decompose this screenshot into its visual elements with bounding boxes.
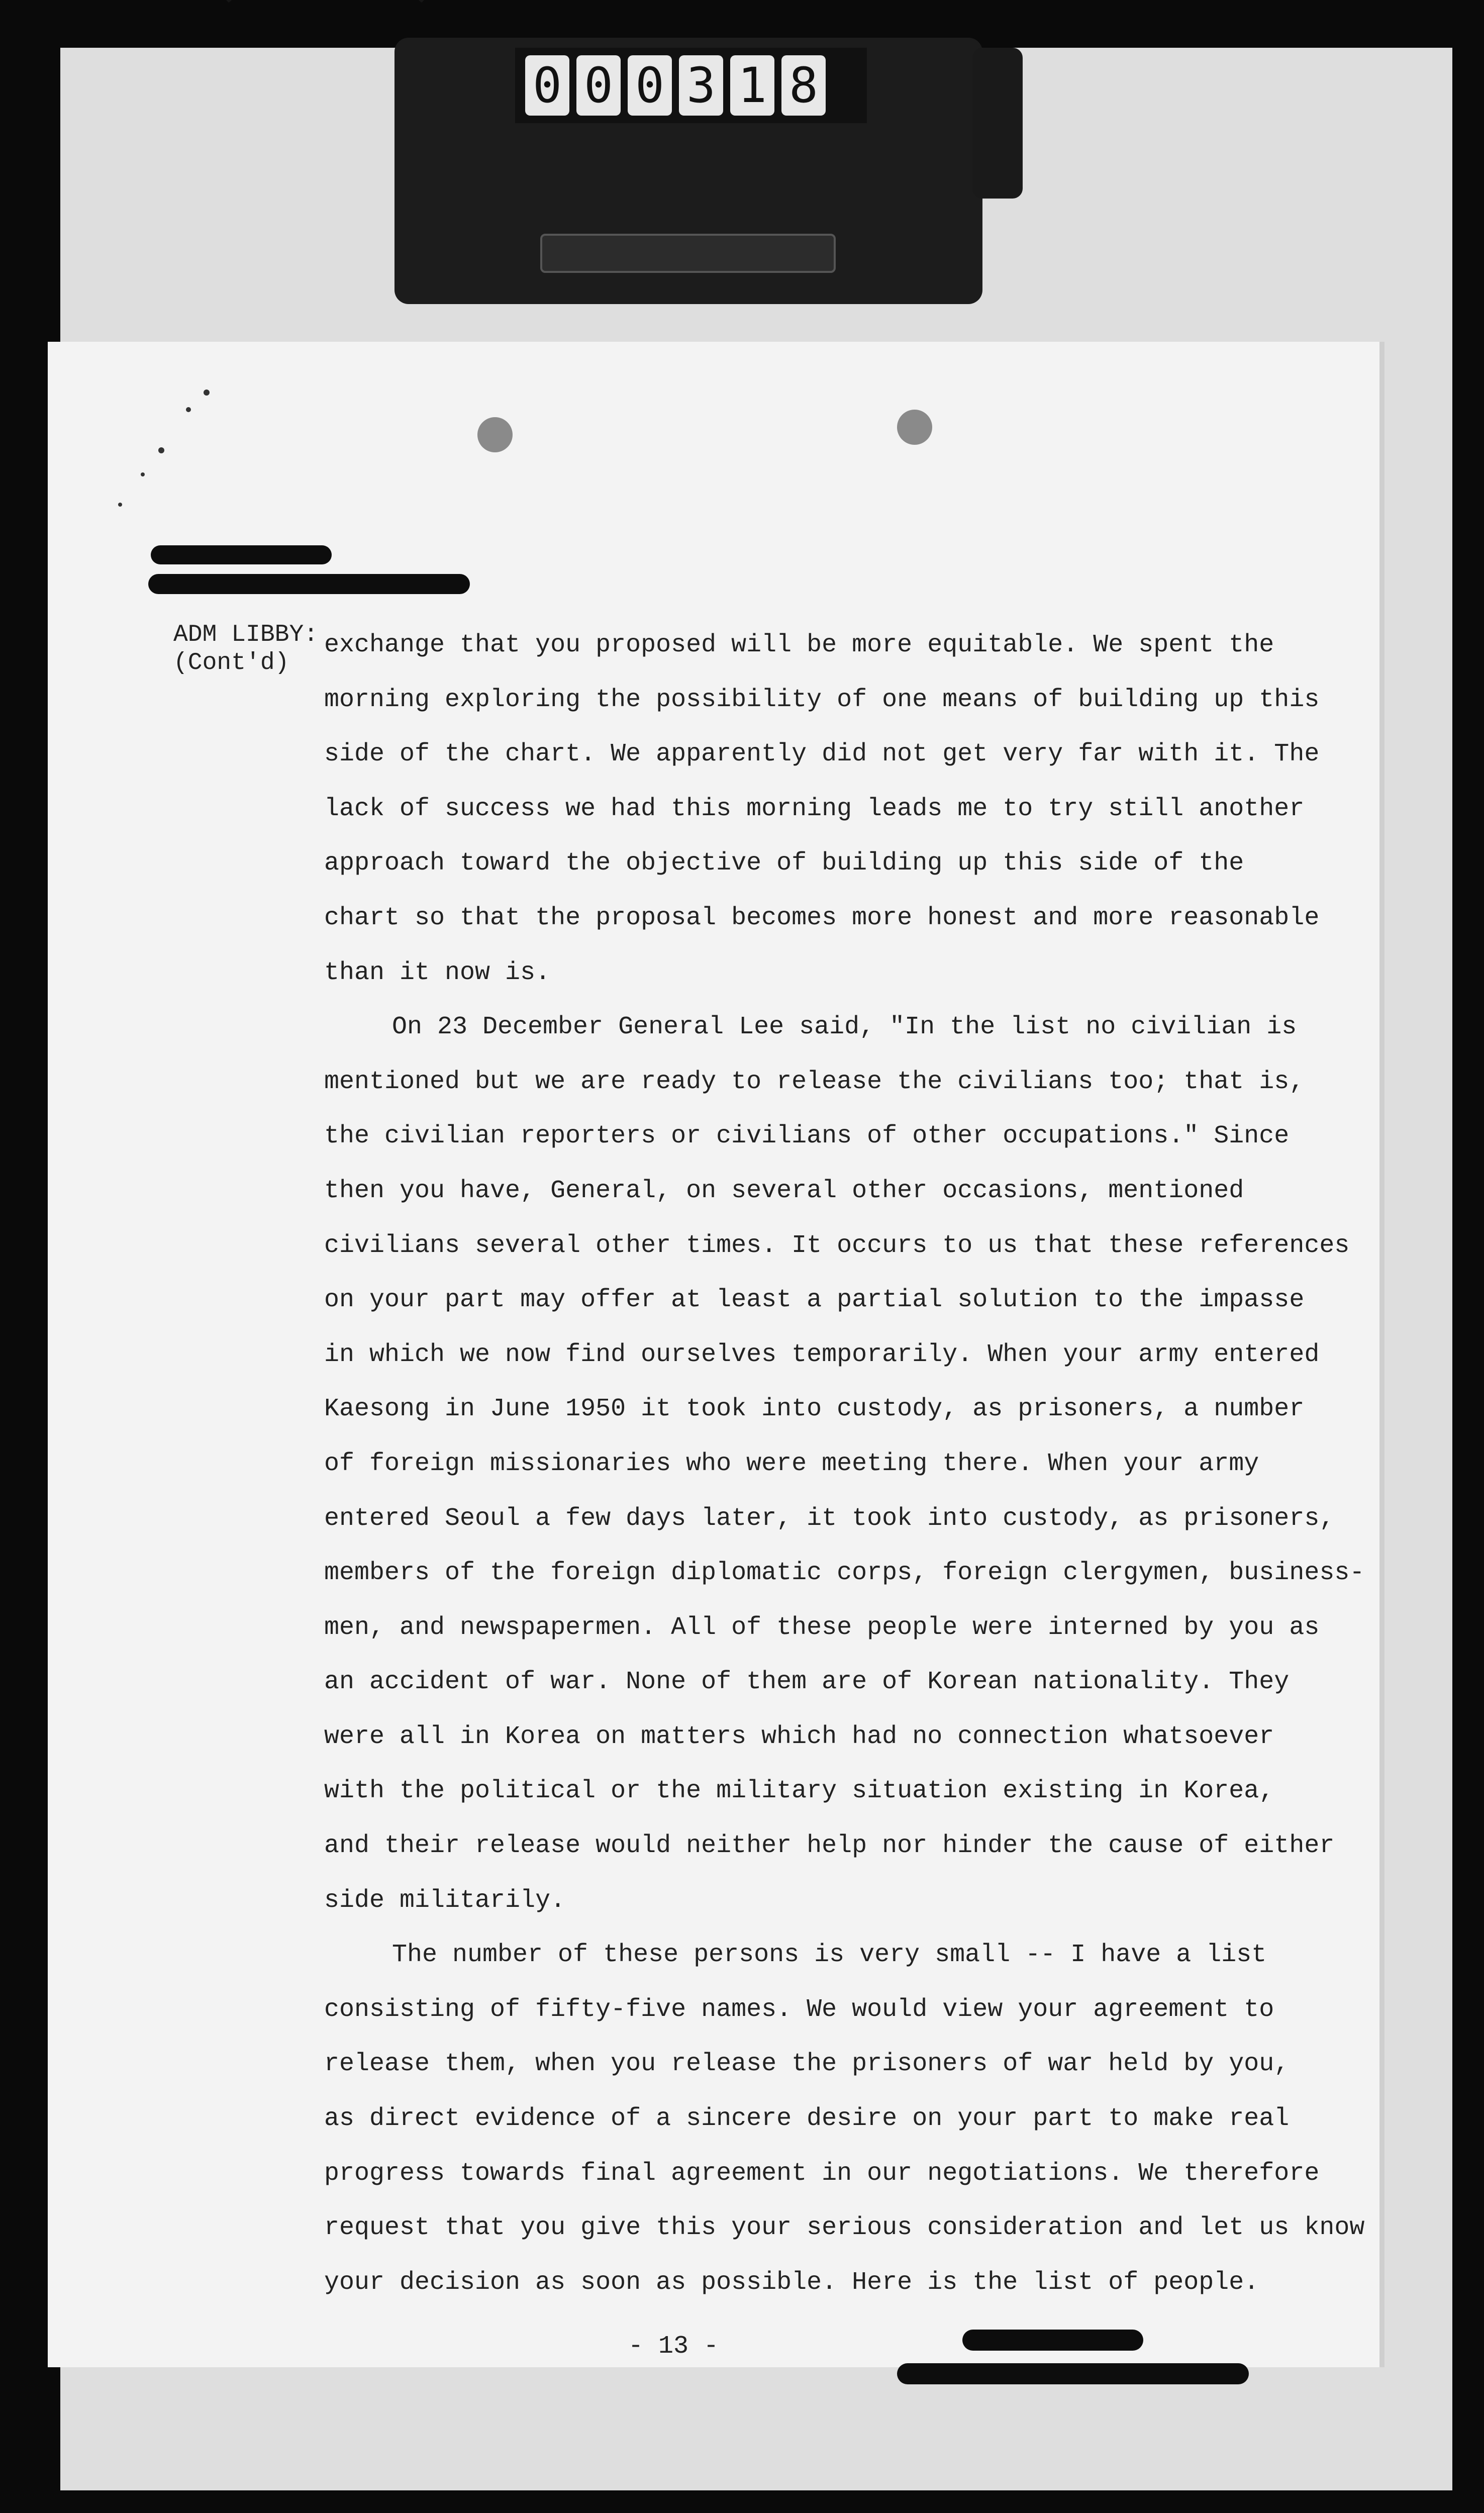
redaction-bar — [151, 545, 332, 564]
text-line: approach toward the objective of building up this side of the — [324, 849, 1244, 878]
speaker-label — [173, 621, 318, 677]
text-line: then you have, General, on several other occasions, mentioned — [324, 1176, 1244, 1205]
text-line: mentioned but we are ready to release the civilians too; that is, — [324, 1067, 1305, 1096]
text-line: progress towards final agreement in our negotiations. We therefore — [324, 2159, 1320, 2188]
text-line: chart so that the proposal becomes more honest and more reasonable — [324, 903, 1320, 932]
text-line: your decision as soon as possible. Here is the list of people. — [324, 2268, 1259, 2297]
counter-knob — [972, 48, 1023, 199]
punch-hole — [897, 410, 932, 445]
text-line: The number of these persons is very small -- I have a list — [392, 1941, 1267, 1970]
text-line: were all in Korea on matters which had no connection whatsoever — [324, 1722, 1274, 1751]
redaction-bar — [148, 574, 470, 594]
text-line: members of the foreign diplomatic corps, foreign clergymen, business- — [324, 1559, 1365, 1588]
text-line: lack of success we had this morning leads me to try still another — [324, 794, 1305, 823]
counter-nameplate — [540, 234, 836, 273]
speck-mark — [118, 503, 122, 507]
text-line: side militarily. — [324, 1886, 566, 1915]
text-line: side of the chart. We apparently did not get very far with it. The — [324, 740, 1320, 769]
text-line: the civilian reporters or civilians of other occupations." Since — [324, 1122, 1290, 1151]
page-number: - 13 - — [628, 2332, 719, 2361]
punch-hole — [477, 417, 513, 452]
text-line: of foreign missionaries who were meeting there. When your army — [324, 1449, 1259, 1478]
paragraph — [324, 1928, 1365, 2310]
text-line: entered Seoul a few days later, it took into custody, as prisoners, — [324, 1504, 1335, 1533]
frame-counter-device — [394, 38, 982, 304]
frame-counter-display — [515, 48, 867, 123]
speck-mark — [141, 472, 145, 476]
counter-digit: 3 — [679, 55, 723, 116]
speaker-name: ADM LIBBY: — [173, 621, 319, 648]
text-line: an accident of war. None of them are of Korean nationality. They — [324, 1668, 1290, 1697]
speck-mark — [204, 390, 210, 396]
text-line: in which we now find ourselves temporarily. When your army entered — [324, 1340, 1320, 1369]
text-line: on your part may offer at least a partial solution to the impasse — [324, 1286, 1305, 1315]
counter-digit: 0 — [576, 55, 621, 116]
speaker-continued: (Cont'd) — [173, 649, 289, 676]
text-line: morning exploring the possibility of one means of building up this — [324, 685, 1320, 714]
text-line: request that you give this your serious consideration and let us know — [324, 2213, 1365, 2243]
transcript-body — [324, 618, 1365, 2310]
speck-mark — [186, 407, 191, 412]
text-line: civilians several other times. It occurs to us that these references — [324, 1231, 1350, 1260]
text-line: exchange that you proposed will be more equitable. We spent the — [324, 631, 1274, 659]
paragraph — [324, 618, 1320, 1000]
paragraph — [324, 1000, 1365, 1928]
speck-mark — [158, 447, 164, 453]
document-page — [48, 342, 1379, 2367]
counter-digit: 0 — [628, 55, 672, 116]
text-line: consisting of fifty-five names. We would view your agreement to — [324, 1995, 1274, 2024]
redaction-bar — [897, 2363, 1249, 2384]
text-line: men, and newspapermen. All of these people were interned by you as — [324, 1613, 1320, 1642]
text-line: as direct evidence of a sincere desire on your part to make real — [324, 2104, 1290, 2134]
text-line: Kaesong in June 1950 it took into custody, as prisoners, a number — [324, 1395, 1305, 1424]
text-line: and their release would neither help nor hinder the cause of either — [324, 1831, 1335, 1861]
redaction-bar — [962, 2330, 1143, 2351]
text-line: release them, when you release the prisoners of war held by you, — [324, 2050, 1290, 2079]
text-line: On 23 December General Lee said, "In the list no civilian is — [392, 1013, 1297, 1042]
counter-digit: 0 — [525, 55, 569, 116]
text-line: than it now is. — [324, 958, 551, 987]
counter-digit: 1 — [730, 55, 774, 116]
counter-digit: 8 — [781, 55, 826, 116]
text-line: with the political or the military situation existing in Korea, — [324, 1777, 1274, 1806]
